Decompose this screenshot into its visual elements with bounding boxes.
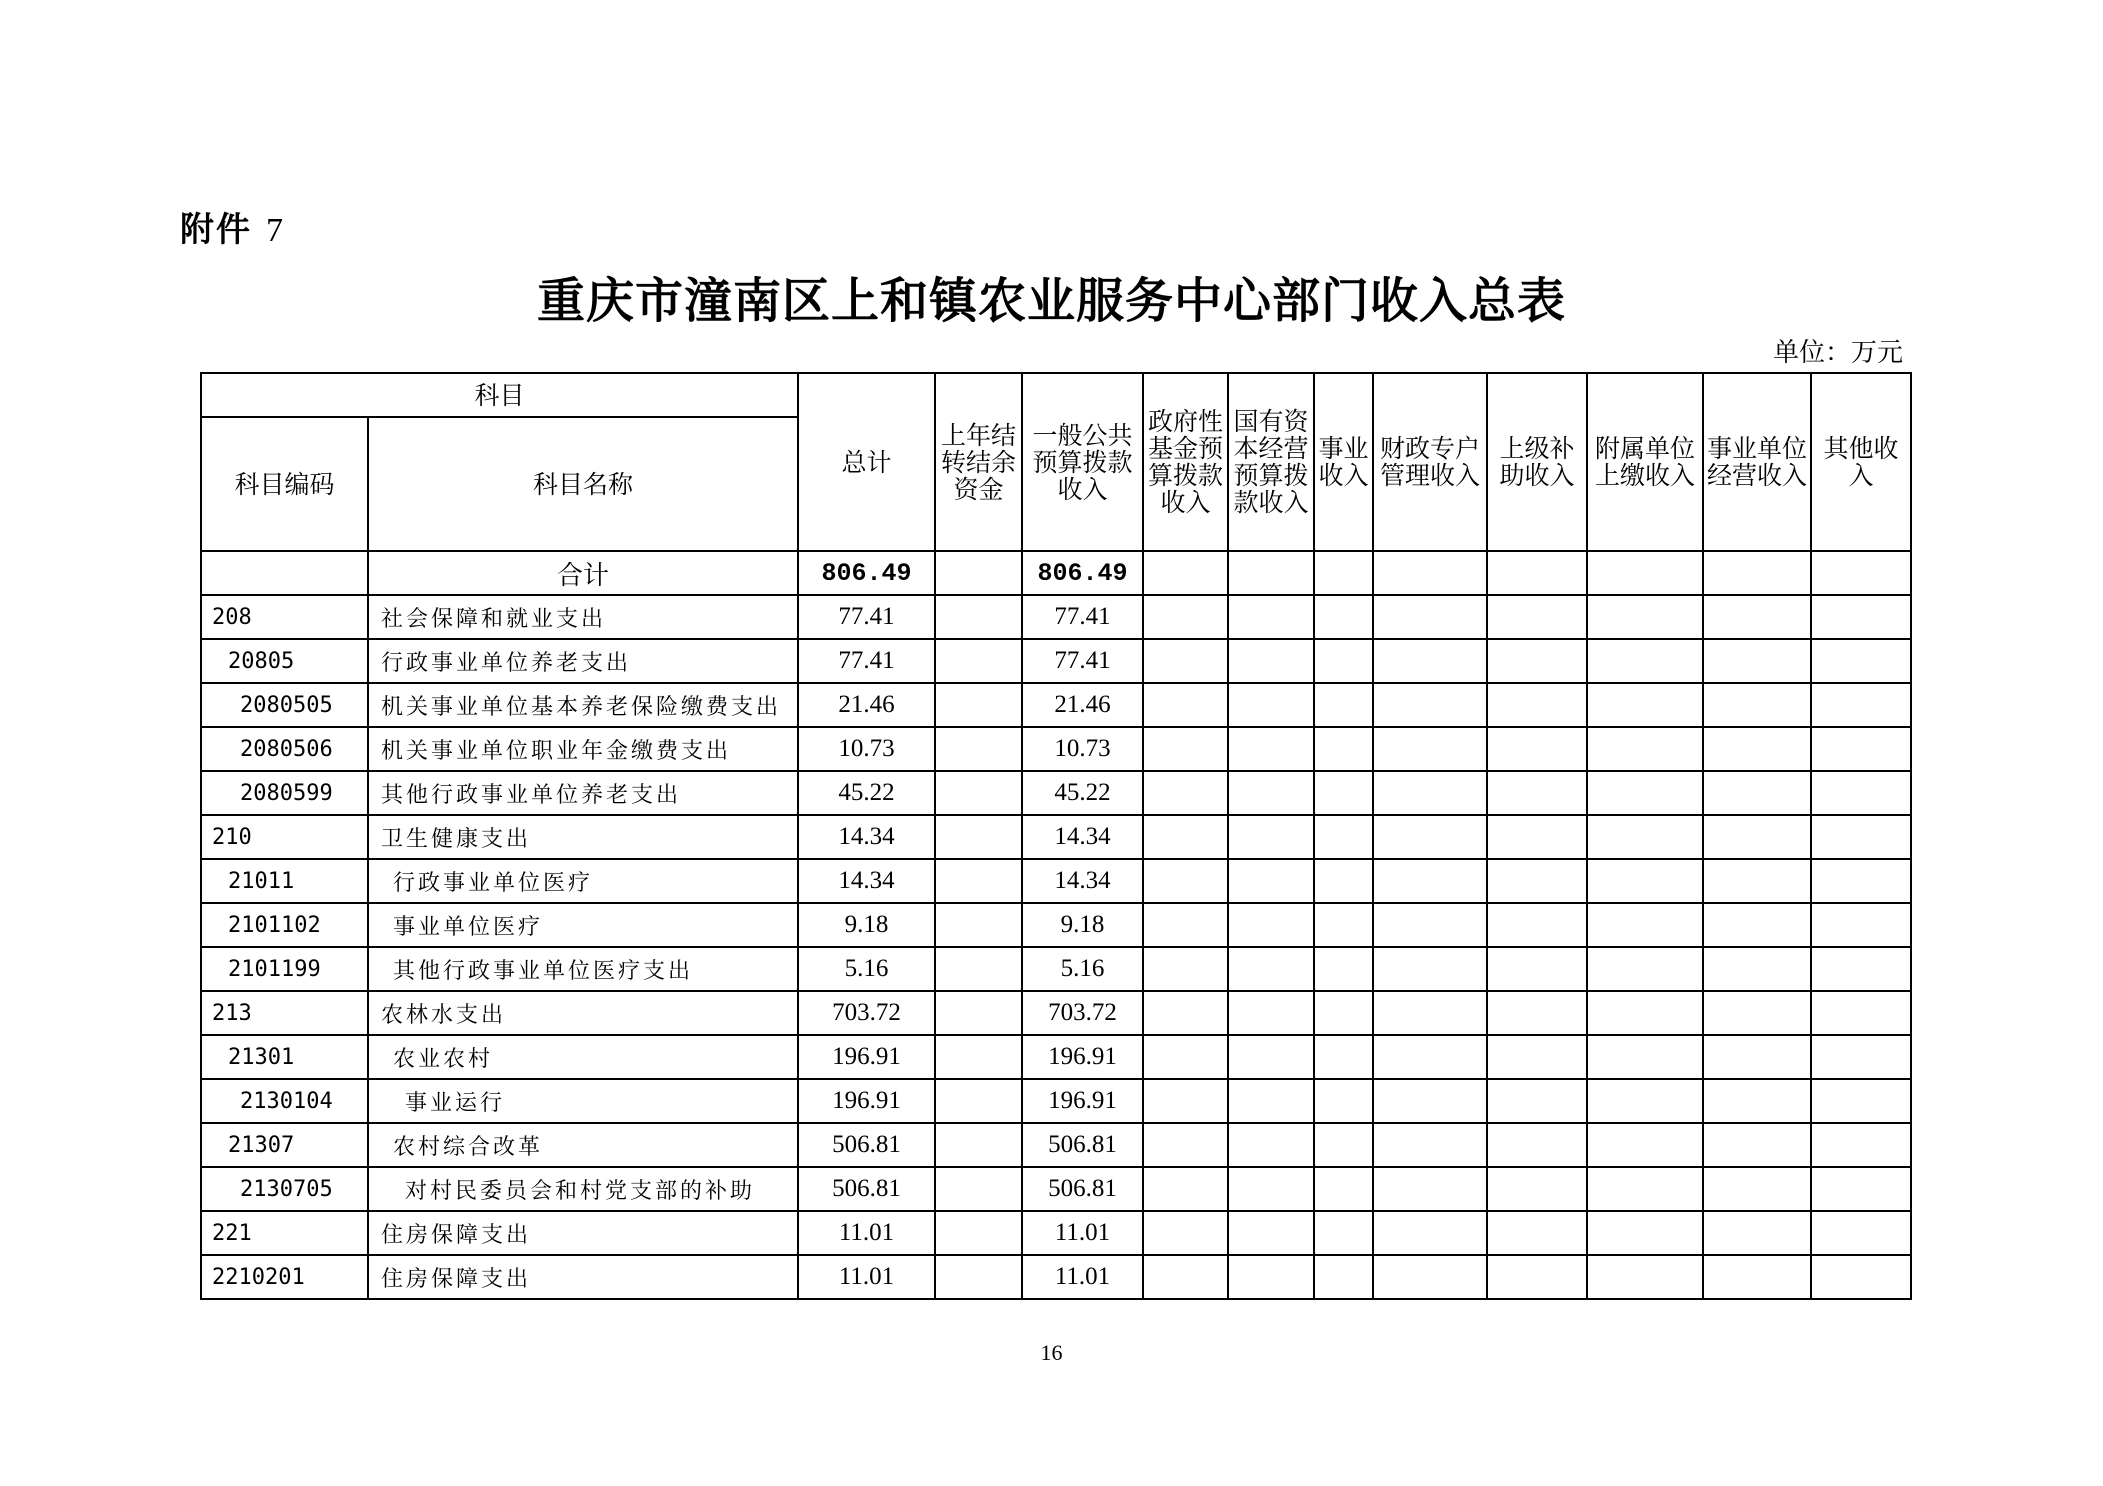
table-row — [201, 1255, 1911, 1299]
header-fiscal-special: 财政专户管理收入 — [1373, 373, 1487, 551]
cell-empty — [935, 1255, 1022, 1299]
cell-code: 21011 — [201, 859, 368, 903]
page-number: 16 — [1040, 1340, 1063, 1365]
cell-empty — [1373, 815, 1487, 859]
cell-code: 2080505 — [201, 683, 368, 727]
cell-empty — [1143, 727, 1228, 771]
header-subsidiary-payment: 附属单位上缴收入 — [1587, 373, 1703, 551]
cell-empty — [1811, 859, 1911, 903]
cell-empty — [935, 639, 1022, 683]
cell-empty — [1228, 771, 1314, 815]
cell-empty — [1314, 1079, 1373, 1123]
cell-name: 农业农村 — [368, 1035, 798, 1079]
cell-empty — [1373, 1035, 1487, 1079]
cell-empty — [1314, 1211, 1373, 1255]
cell-empty — [1487, 947, 1587, 991]
cell-empty — [1373, 1211, 1487, 1255]
cell-code: 2080506 — [201, 727, 368, 771]
income-summary-table — [200, 372, 1912, 1300]
cell-empty — [1373, 639, 1487, 683]
cell-total: 11.01 — [798, 1255, 935, 1299]
cell-total: 806.49 — [798, 551, 935, 595]
cell-general-budget: 11.01 — [1022, 1211, 1143, 1255]
cell-empty — [1703, 991, 1811, 1035]
cell-empty — [1703, 903, 1811, 947]
table-row — [201, 1035, 1911, 1079]
cell-code: 210 — [201, 815, 368, 859]
cell-empty — [1314, 1167, 1373, 1211]
table-row-total — [201, 551, 1911, 595]
cell-total: 703.72 — [798, 991, 935, 1035]
cell-empty — [1587, 595, 1703, 639]
cell-empty — [1314, 683, 1373, 727]
cell-empty — [1703, 1255, 1811, 1299]
cell-empty — [1373, 771, 1487, 815]
cell-code: 2080599 — [201, 771, 368, 815]
cell-name: 卫生健康支出 — [368, 815, 798, 859]
cell-empty — [1228, 639, 1314, 683]
header-subject: 科目 — [201, 373, 798, 417]
cell-empty — [1811, 771, 1911, 815]
cell-empty — [1703, 551, 1811, 595]
cell-empty — [1143, 683, 1228, 727]
cell-empty — [1373, 947, 1487, 991]
header-code: 科目编码 — [201, 417, 368, 551]
table-row — [201, 1167, 1911, 1211]
cell-empty — [1228, 1211, 1314, 1255]
cell-empty — [1811, 991, 1911, 1035]
cell-general-budget: 506.81 — [1022, 1123, 1143, 1167]
table-row — [201, 859, 1911, 903]
cell-empty — [1811, 1255, 1911, 1299]
unit-label: 单位：万元 — [1772, 338, 1903, 368]
cell-empty — [1228, 1123, 1314, 1167]
cell-empty — [1228, 815, 1314, 859]
cell-empty — [1487, 595, 1587, 639]
cell-name: 机关事业单位基本养老保险缴费支出 — [368, 683, 798, 727]
cell-empty — [935, 1123, 1022, 1167]
cell-empty — [1228, 1079, 1314, 1123]
cell-empty — [1587, 947, 1703, 991]
cell-empty — [1373, 859, 1487, 903]
cell-empty — [935, 727, 1022, 771]
cell-empty — [935, 683, 1022, 727]
cell-empty — [1587, 1123, 1703, 1167]
table-row — [201, 1211, 1911, 1255]
cell-general-budget: 45.22 — [1022, 771, 1143, 815]
cell-empty — [1373, 727, 1487, 771]
cell-empty — [1314, 727, 1373, 771]
cell-empty — [1587, 1079, 1703, 1123]
cell-general-budget: 77.41 — [1022, 639, 1143, 683]
table-row — [201, 947, 1911, 991]
cell-empty — [1228, 1255, 1314, 1299]
header-operating-income: 事业单位经营收入 — [1703, 373, 1811, 551]
cell-empty — [1314, 947, 1373, 991]
cell-empty — [1373, 1255, 1487, 1299]
cell-empty — [201, 551, 368, 595]
cell-total: 14.34 — [798, 859, 935, 903]
cell-empty — [1811, 1167, 1911, 1211]
cell-empty — [1587, 1255, 1703, 1299]
table-row — [201, 727, 1911, 771]
cell-empty — [1143, 991, 1228, 1035]
cell-empty — [1143, 903, 1228, 947]
cell-empty — [1487, 859, 1587, 903]
cell-total: 506.81 — [798, 1123, 935, 1167]
cell-empty — [1314, 1255, 1373, 1299]
cell-empty — [1811, 595, 1911, 639]
cell-empty — [1314, 771, 1373, 815]
cell-empty — [1487, 1079, 1587, 1123]
cell-empty — [1228, 859, 1314, 903]
cell-code: 20805 — [201, 639, 368, 683]
cell-empty — [1587, 991, 1703, 1035]
header-name: 科目名称 — [368, 417, 798, 551]
cell-empty — [1373, 1079, 1487, 1123]
cell-empty — [1703, 1123, 1811, 1167]
cell-empty — [935, 551, 1022, 595]
cell-empty — [1587, 771, 1703, 815]
cell-empty — [1314, 991, 1373, 1035]
cell-total: 14.34 — [798, 815, 935, 859]
table-row — [201, 815, 1911, 859]
table-row — [201, 991, 1911, 1035]
cell-empty — [1587, 859, 1703, 903]
header-total: 总计 — [798, 373, 935, 551]
cell-empty — [1228, 727, 1314, 771]
cell-empty — [1487, 1255, 1587, 1299]
cell-general-budget: 21.46 — [1022, 683, 1143, 727]
cell-name: 住房保障支出 — [368, 1211, 798, 1255]
cell-empty — [1314, 551, 1373, 595]
table-row — [201, 595, 1911, 639]
attachment-text: 附件 — [180, 210, 252, 250]
cell-name: 社会保障和就业支出 — [368, 595, 798, 639]
cell-empty — [1587, 815, 1703, 859]
cell-empty — [1703, 727, 1811, 771]
cell-name: 住房保障支出 — [368, 1255, 798, 1299]
cell-empty — [1373, 683, 1487, 727]
cell-general-budget: 9.18 — [1022, 903, 1143, 947]
cell-empty — [1587, 727, 1703, 771]
page-title: 重庆市潼南区上和镇农业服务中心部门收入总表 — [536, 273, 1566, 329]
cell-empty — [1487, 683, 1587, 727]
cell-total: 21.46 — [798, 683, 935, 727]
cell-name: 行政事业单位养老支出 — [368, 639, 798, 683]
cell-empty — [1703, 639, 1811, 683]
cell-empty — [1228, 595, 1314, 639]
cell-name: 事业运行 — [368, 1079, 798, 1123]
cell-total: 11.01 — [798, 1211, 935, 1255]
cell-empty — [1143, 859, 1228, 903]
header-general-budget: 一般公共预算拨款收入 — [1022, 373, 1143, 551]
cell-empty — [1703, 1079, 1811, 1123]
header-row-1 — [201, 373, 1911, 417]
cell-empty — [935, 991, 1022, 1035]
cell-empty — [1587, 551, 1703, 595]
cell-empty — [935, 1035, 1022, 1079]
cell-empty — [935, 947, 1022, 991]
table-row — [201, 639, 1911, 683]
cell-empty — [935, 1167, 1022, 1211]
cell-name: 其他行政事业单位医疗支出 — [368, 947, 798, 991]
cell-empty — [1143, 1255, 1228, 1299]
cell-total: 506.81 — [798, 1167, 935, 1211]
cell-code: 2101102 — [201, 903, 368, 947]
cell-name: 农林水支出 — [368, 991, 798, 1035]
cell-general-budget: 77.41 — [1022, 595, 1143, 639]
cell-total: 9.18 — [798, 903, 935, 947]
cell-empty — [1703, 947, 1811, 991]
cell-empty — [1703, 1035, 1811, 1079]
cell-empty — [1811, 683, 1911, 727]
cell-general-budget: 14.34 — [1022, 815, 1143, 859]
cell-empty — [1487, 1167, 1587, 1211]
cell-code: 213 — [201, 991, 368, 1035]
cell-empty — [1373, 595, 1487, 639]
cell-empty — [1314, 859, 1373, 903]
cell-empty — [1143, 947, 1228, 991]
cell-name: 对村民委员会和村党支部的补助 — [368, 1167, 798, 1211]
cell-empty — [1587, 903, 1703, 947]
cell-general-budget: 11.01 — [1022, 1255, 1143, 1299]
cell-code: 208 — [201, 595, 368, 639]
cell-empty — [935, 771, 1022, 815]
cell-empty — [1143, 1211, 1228, 1255]
cell-empty — [1487, 815, 1587, 859]
table-row — [201, 903, 1911, 947]
cell-empty — [1811, 1123, 1911, 1167]
cell-empty — [1811, 815, 1911, 859]
cell-name: 行政事业单位医疗 — [368, 859, 798, 903]
cell-empty — [1703, 859, 1811, 903]
cell-empty — [1487, 991, 1587, 1035]
cell-empty — [1587, 683, 1703, 727]
cell-empty — [935, 1079, 1022, 1123]
cell-empty — [1143, 639, 1228, 683]
cell-total: 5.16 — [798, 947, 935, 991]
cell-empty — [1811, 1079, 1911, 1123]
cell-code: 21301 — [201, 1035, 368, 1079]
cell-general-budget: 196.91 — [1022, 1079, 1143, 1123]
cell-empty — [1228, 947, 1314, 991]
header-state-capital: 国有资本经营预算拨款收入 — [1228, 373, 1314, 551]
header-superior-subsidy: 上级补助收入 — [1487, 373, 1587, 551]
cell-total: 77.41 — [798, 595, 935, 639]
cell-general-budget: 14.34 — [1022, 859, 1143, 903]
cell-general-budget: 5.16 — [1022, 947, 1143, 991]
cell-empty — [1703, 595, 1811, 639]
header-business-income: 事业收入 — [1314, 373, 1373, 551]
cell-empty — [1314, 903, 1373, 947]
cell-empty — [1314, 639, 1373, 683]
cell-empty — [1703, 683, 1811, 727]
cell-empty — [1228, 551, 1314, 595]
cell-empty — [1487, 639, 1587, 683]
cell-name: 其他行政事业单位养老支出 — [368, 771, 798, 815]
cell-empty — [1143, 1167, 1228, 1211]
cell-empty — [1228, 1167, 1314, 1211]
cell-empty — [1487, 1211, 1587, 1255]
cell-empty — [1587, 1035, 1703, 1079]
cell-empty — [1228, 903, 1314, 947]
cell-empty — [1811, 551, 1911, 595]
cell-empty — [1373, 551, 1487, 595]
cell-empty — [1487, 727, 1587, 771]
cell-code: 2210201 — [201, 1255, 368, 1299]
cell-empty — [1143, 815, 1228, 859]
cell-general-budget: 10.73 — [1022, 727, 1143, 771]
cell-empty — [1143, 1035, 1228, 1079]
cell-code: 21307 — [201, 1123, 368, 1167]
header-carryover: 上年结转结余资金 — [935, 373, 1022, 551]
cell-empty — [1487, 551, 1587, 595]
cell-empty — [1143, 595, 1228, 639]
cell-code: 2130104 — [201, 1079, 368, 1123]
attachment-number: 7 — [266, 212, 285, 249]
cell-empty — [1487, 1123, 1587, 1167]
cell-empty — [1703, 771, 1811, 815]
cell-empty — [1373, 991, 1487, 1035]
cell-empty — [1487, 903, 1587, 947]
header-other-income: 其他收入 — [1811, 373, 1911, 551]
cell-empty — [1373, 1123, 1487, 1167]
cell-empty — [1143, 551, 1228, 595]
cell-empty — [1587, 639, 1703, 683]
table-row — [201, 771, 1911, 815]
cell-empty — [935, 595, 1022, 639]
cell-empty — [1811, 1035, 1911, 1079]
cell-total: 10.73 — [798, 727, 935, 771]
cell-empty — [935, 1211, 1022, 1255]
cell-empty — [1811, 903, 1911, 947]
cell-empty — [1143, 771, 1228, 815]
cell-empty — [935, 903, 1022, 947]
cell-general-budget: 196.91 — [1022, 1035, 1143, 1079]
cell-empty — [1811, 727, 1911, 771]
cell-empty — [1314, 1035, 1373, 1079]
cell-name: 机关事业单位职业年金缴费支出 — [368, 727, 798, 771]
cell-general-budget: 806.49 — [1022, 551, 1143, 595]
cell-empty — [1143, 1123, 1228, 1167]
cell-total: 196.91 — [798, 1079, 935, 1123]
table-row — [201, 1079, 1911, 1123]
cell-total-label: 合计 — [368, 551, 798, 595]
cell-empty — [1228, 991, 1314, 1035]
cell-empty — [1314, 815, 1373, 859]
cell-general-budget: 506.81 — [1022, 1167, 1143, 1211]
cell-empty — [1487, 771, 1587, 815]
cell-empty — [1811, 1211, 1911, 1255]
cell-empty — [1373, 1167, 1487, 1211]
cell-name: 事业单位医疗 — [368, 903, 798, 947]
cell-empty — [1811, 947, 1911, 991]
cell-name: 农村综合改革 — [368, 1123, 798, 1167]
cell-empty — [1703, 1211, 1811, 1255]
table-row — [201, 1123, 1911, 1167]
cell-code: 221 — [201, 1211, 368, 1255]
cell-empty — [1314, 595, 1373, 639]
cell-empty — [1143, 1079, 1228, 1123]
table-row — [201, 683, 1911, 727]
cell-total: 77.41 — [798, 639, 935, 683]
header-gov-fund: 政府性基金预算拨款收入 — [1143, 373, 1228, 551]
cell-code: 2130705 — [201, 1167, 368, 1211]
cell-empty — [1811, 639, 1911, 683]
attachment-label — [180, 202, 285, 251]
cell-empty — [1587, 1211, 1703, 1255]
cell-empty — [935, 859, 1022, 903]
cell-empty — [1314, 1123, 1373, 1167]
cell-general-budget: 703.72 — [1022, 991, 1143, 1035]
cell-empty — [1487, 1035, 1587, 1079]
cell-empty — [1703, 815, 1811, 859]
cell-empty — [1703, 1167, 1811, 1211]
cell-empty — [1373, 903, 1487, 947]
cell-empty — [935, 815, 1022, 859]
cell-empty — [1228, 683, 1314, 727]
cell-total: 196.91 — [798, 1035, 935, 1079]
cell-empty — [1587, 1167, 1703, 1211]
cell-total: 45.22 — [798, 771, 935, 815]
cell-empty — [1228, 1035, 1314, 1079]
cell-code: 2101199 — [201, 947, 368, 991]
